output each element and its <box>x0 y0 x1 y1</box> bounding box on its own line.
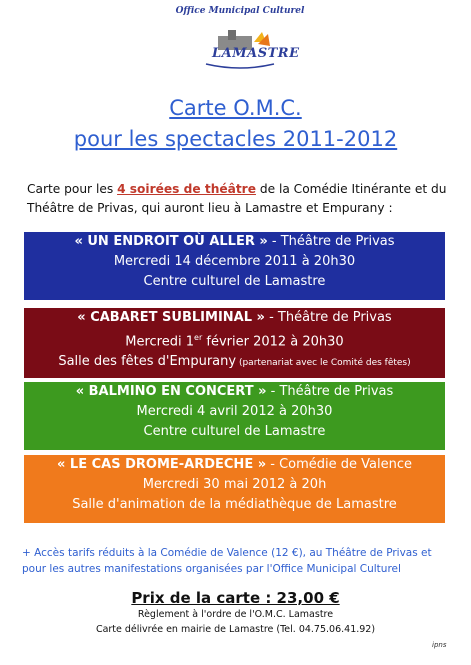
ipns-mark: ipns <box>432 641 447 649</box>
card-price: Prix de la carte : 23,00 € <box>131 589 340 607</box>
show-4-name: « LE CAS DROME-ARDECHE » <box>56 457 267 472</box>
omc-logo <box>170 6 310 74</box>
page-title: Carte O.M.C. <box>169 96 302 120</box>
show-1-company: - Théâtre de Privas <box>267 234 395 249</box>
show-1-venue: Centre culturel de Lamastre <box>143 274 326 289</box>
show-4-date: Mercredi 30 mai 2012 à 20h <box>142 477 327 492</box>
show-card-3 <box>24 382 445 450</box>
show-card-4 <box>24 455 445 523</box>
show-3-title-line <box>24 382 445 402</box>
discount-note: + Accès tarifs réduits à la Comédie de Valence (12 €), au Théâtre de Privas et pour les autres manifestations organisées par l'Office Municipal Culturel <box>22 547 432 575</box>
show-3-venue: Centre culturel de Lamastre <box>143 424 326 439</box>
logo-emblem-icon <box>170 6 310 74</box>
show-3-name: « BALMINO EN CONCERT » <box>75 384 267 399</box>
logo-arc-text: Office Municipal Culturel <box>175 6 305 16</box>
show-4-company: - Comédie de Valence <box>266 457 412 472</box>
payment-info: Règlement à l'ordre de l'O.M.C. Lamastre <box>137 609 334 620</box>
show-2-name: « CABARET SUBLIMINAL » <box>77 310 265 325</box>
show-card-1 <box>24 232 445 300</box>
show-3-date: Mercredi 4 avril 2012 à 20h30 <box>136 404 333 419</box>
page-subtitle: pour les spectacles 2011-2012 <box>73 127 398 151</box>
intro-highlight: 4 soirées de théâtre <box>117 182 256 196</box>
show-1-title-line <box>24 232 445 252</box>
show-card-2 <box>24 308 445 378</box>
intro-paragraph <box>27 180 447 218</box>
intro-after: de la Comédie Itinérante et du Théâtre de Privas, qui auront lieu à Lamastre et Empurany : <box>27 182 447 215</box>
show-2-company: - Théâtre de Privas <box>264 310 392 325</box>
show-4-title-line <box>24 455 445 475</box>
show-2-date-sup: er <box>194 333 203 342</box>
show-4-venue: Salle d'animation de la médiathèque de Lamastre <box>72 497 397 512</box>
show-2-date-pre: Mercredi 1 <box>125 334 195 350</box>
delivery-info: Carte délivrée en mairie de Lamastre (Tel. 04.75.06.41.92) <box>95 624 376 635</box>
show-2-venue-line <box>24 352 445 373</box>
show-2-date <box>24 328 445 352</box>
show-1-name: « UN ENDROIT OÙ ALLER » <box>74 234 268 249</box>
show-2-note: (partenariat avec le Comité des fêtes) <box>236 358 411 369</box>
show-2-date-post: février 2012 à 20h30 <box>202 334 344 350</box>
show-2-venue: Salle des fêtes d'Empurany <box>58 354 237 370</box>
show-3-company: - Théâtre de Privas <box>266 384 394 399</box>
logo-word: LAMASTRE <box>212 46 300 61</box>
show-1-date: Mercredi 14 décembre 2011 à 20h30 <box>113 254 356 269</box>
show-2-title-line <box>24 308 445 328</box>
intro-before: Carte pour les <box>27 182 118 196</box>
